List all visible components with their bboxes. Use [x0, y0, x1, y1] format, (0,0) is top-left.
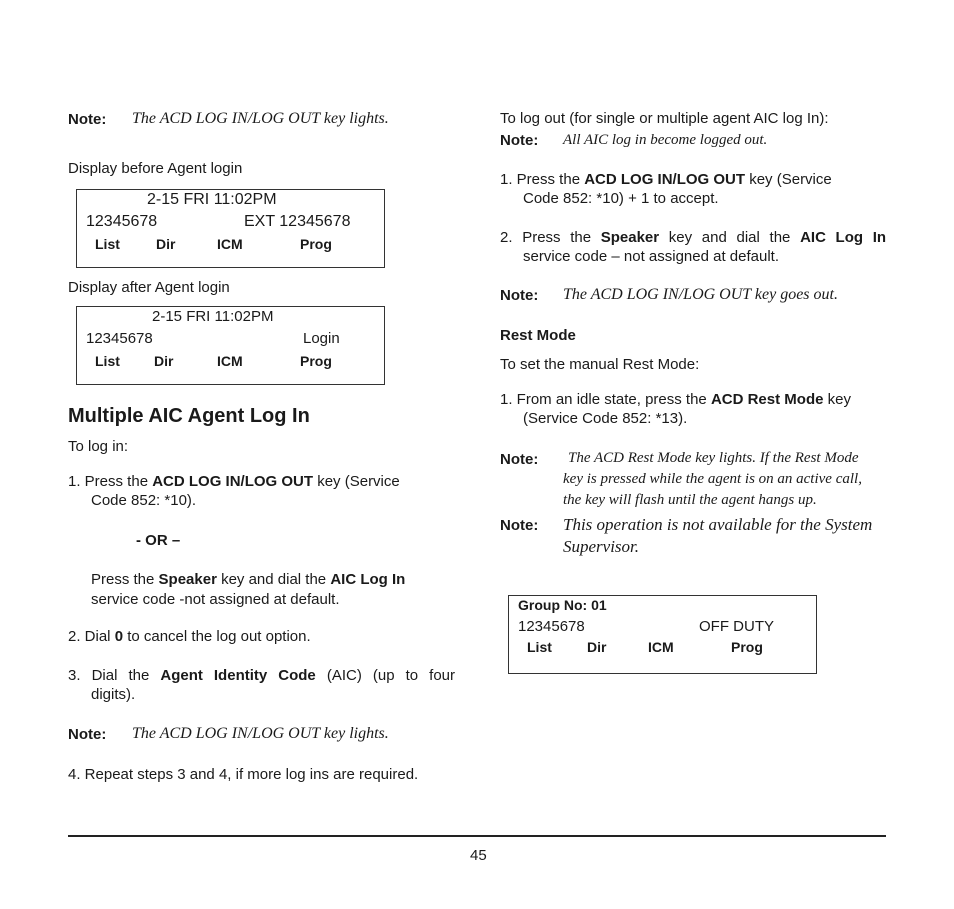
- key-name: ACD Rest Mode: [710, 391, 824, 408]
- step-text: 2. Dial: [68, 628, 115, 645]
- display-after-panel: [76, 306, 385, 385]
- logout-step-2-cont: service code – not assigned at default.: [523, 248, 779, 265]
- softkey-list: List: [95, 236, 120, 252]
- display-number: 12345678: [518, 618, 585, 635]
- note-label: Note:: [500, 287, 539, 304]
- note-text: All AIC log in become logged out.: [563, 132, 768, 148]
- note-label: Note:: [68, 726, 107, 743]
- softkey-dir: Dir: [587, 639, 607, 655]
- login-alt-step: [91, 571, 405, 588]
- display-number: 12345678: [86, 213, 158, 230]
- note-text: key is pressed while the agent is on an active call,: [563, 471, 862, 487]
- key-name: AIC Log In: [800, 229, 887, 246]
- step-number: 3.: [68, 667, 81, 684]
- footer-rule: [68, 835, 886, 837]
- key-name: AIC Log In: [330, 571, 406, 588]
- softkey-icm: ICM: [217, 236, 243, 252]
- step-text: key and dial the: [216, 571, 331, 588]
- or-separator: - OR –: [136, 532, 181, 549]
- section-heading: Multiple AIC Agent Log In: [68, 405, 310, 427]
- login-step-1: [68, 473, 400, 490]
- note-text: The ACD LOG IN/LOG OUT key lights.: [132, 110, 389, 127]
- to-log-in-text: To log in:: [68, 438, 129, 455]
- step-word: the: [769, 229, 791, 246]
- softkey-icm: ICM: [648, 639, 674, 655]
- note-text: The ACD LOG IN/LOG OUT key lights.: [132, 725, 389, 742]
- key-name: Speaker: [158, 571, 217, 588]
- login-step-2: [68, 628, 311, 645]
- key-name: 0: [114, 628, 124, 645]
- display-date: 2-15 FRI 11:02PM: [152, 308, 274, 325]
- step-word: dial: [736, 229, 760, 246]
- step-text: 1. Press the: [68, 473, 153, 490]
- key-name: ACD LOG IN/LOG OUT: [152, 473, 314, 490]
- softkey-icm: ICM: [217, 353, 243, 369]
- login-step-4: 4. Repeat steps 3 and 4, if more log ins are required.: [68, 766, 419, 783]
- step-word: (up: [372, 667, 395, 684]
- note-label: Note:: [500, 451, 539, 468]
- step-text: 1. From an idle state, press the: [500, 391, 711, 408]
- softkey-dir: Dir: [154, 353, 174, 369]
- login-step-3-cont: digits).: [91, 686, 136, 703]
- display-before-panel: [76, 189, 385, 268]
- step-word: four: [429, 667, 456, 684]
- rest-step-1-cont: (Service Code 852: *13).: [523, 410, 688, 427]
- display-ext: EXT 12345678: [244, 213, 351, 230]
- step-word: Press: [522, 229, 561, 246]
- softkey-prog: Prog: [731, 639, 763, 655]
- softkey-list: List: [527, 639, 552, 655]
- step-text: Press the: [91, 571, 159, 588]
- step-word: the: [570, 229, 592, 246]
- key-name: Agent Identity Code: [160, 667, 316, 684]
- note-text: Supervisor.: [563, 537, 640, 556]
- display-after-label: Display after Agent login: [68, 279, 230, 296]
- logout-step-2: [500, 229, 886, 246]
- softkey-prog: Prog: [300, 353, 332, 369]
- note-label: Note:: [500, 517, 539, 534]
- note-text: The ACD Rest Mode key lights. If the Rest Mode: [568, 450, 859, 466]
- display-before-label: Display before Agent login: [68, 160, 243, 177]
- step-word: key: [668, 229, 693, 246]
- softkey-list: List: [95, 353, 120, 369]
- note-label: Note:: [68, 111, 107, 128]
- step-text: key: [823, 391, 851, 408]
- step-word: and: [701, 229, 727, 246]
- login-alt-step-cont: service code -not assigned at default.: [91, 591, 340, 608]
- softkey-prog: Prog: [300, 236, 332, 252]
- rest-mode-intro: To set the manual Rest Mode:: [500, 356, 700, 373]
- display-number: 12345678: [86, 330, 153, 347]
- login-step-3: [68, 667, 455, 684]
- logout-step-1-cont: Code 852: *10) + 1 to accept.: [523, 190, 719, 207]
- rest-step-1: [500, 391, 851, 408]
- login-step-1-cont: Code 852: *10).: [91, 492, 197, 509]
- display-status: OFF DUTY: [699, 618, 774, 635]
- key-name: Speaker: [600, 229, 660, 246]
- step-text: 1. Press the: [500, 171, 585, 188]
- step-text: to cancel the log out option.: [123, 628, 311, 645]
- display-status: Login: [303, 330, 340, 347]
- step-text: key (Service: [745, 171, 832, 188]
- note-label: Note:: [500, 132, 539, 149]
- note-text: the key will flash until the agent hangs up.: [563, 492, 817, 508]
- step-word: the: [128, 667, 150, 684]
- note-text: The ACD LOG IN/LOG OUT key goes out.: [563, 286, 838, 303]
- to-log-out-text: To log out (for single or multiple agent AIC log In):: [500, 110, 829, 127]
- logout-step-1: [500, 171, 832, 188]
- rest-mode-heading: Rest Mode: [500, 327, 576, 344]
- key-name: ACD LOG IN/LOG OUT: [584, 171, 746, 188]
- step-word: Dial: [91, 667, 118, 684]
- note-text: This operation is not available for the System: [563, 515, 873, 534]
- softkey-dir: Dir: [156, 236, 176, 252]
- rest-mode-display-panel: [508, 595, 817, 674]
- display-date: 2-15 FRI 11:02PM: [147, 191, 277, 208]
- step-word: to: [405, 667, 419, 684]
- step-number: 2.: [500, 229, 513, 246]
- page-number: 45: [470, 847, 487, 864]
- display-group: Group No: 01: [518, 597, 607, 613]
- step-word: (AIC): [326, 667, 362, 684]
- step-text: key (Service: [313, 473, 400, 490]
